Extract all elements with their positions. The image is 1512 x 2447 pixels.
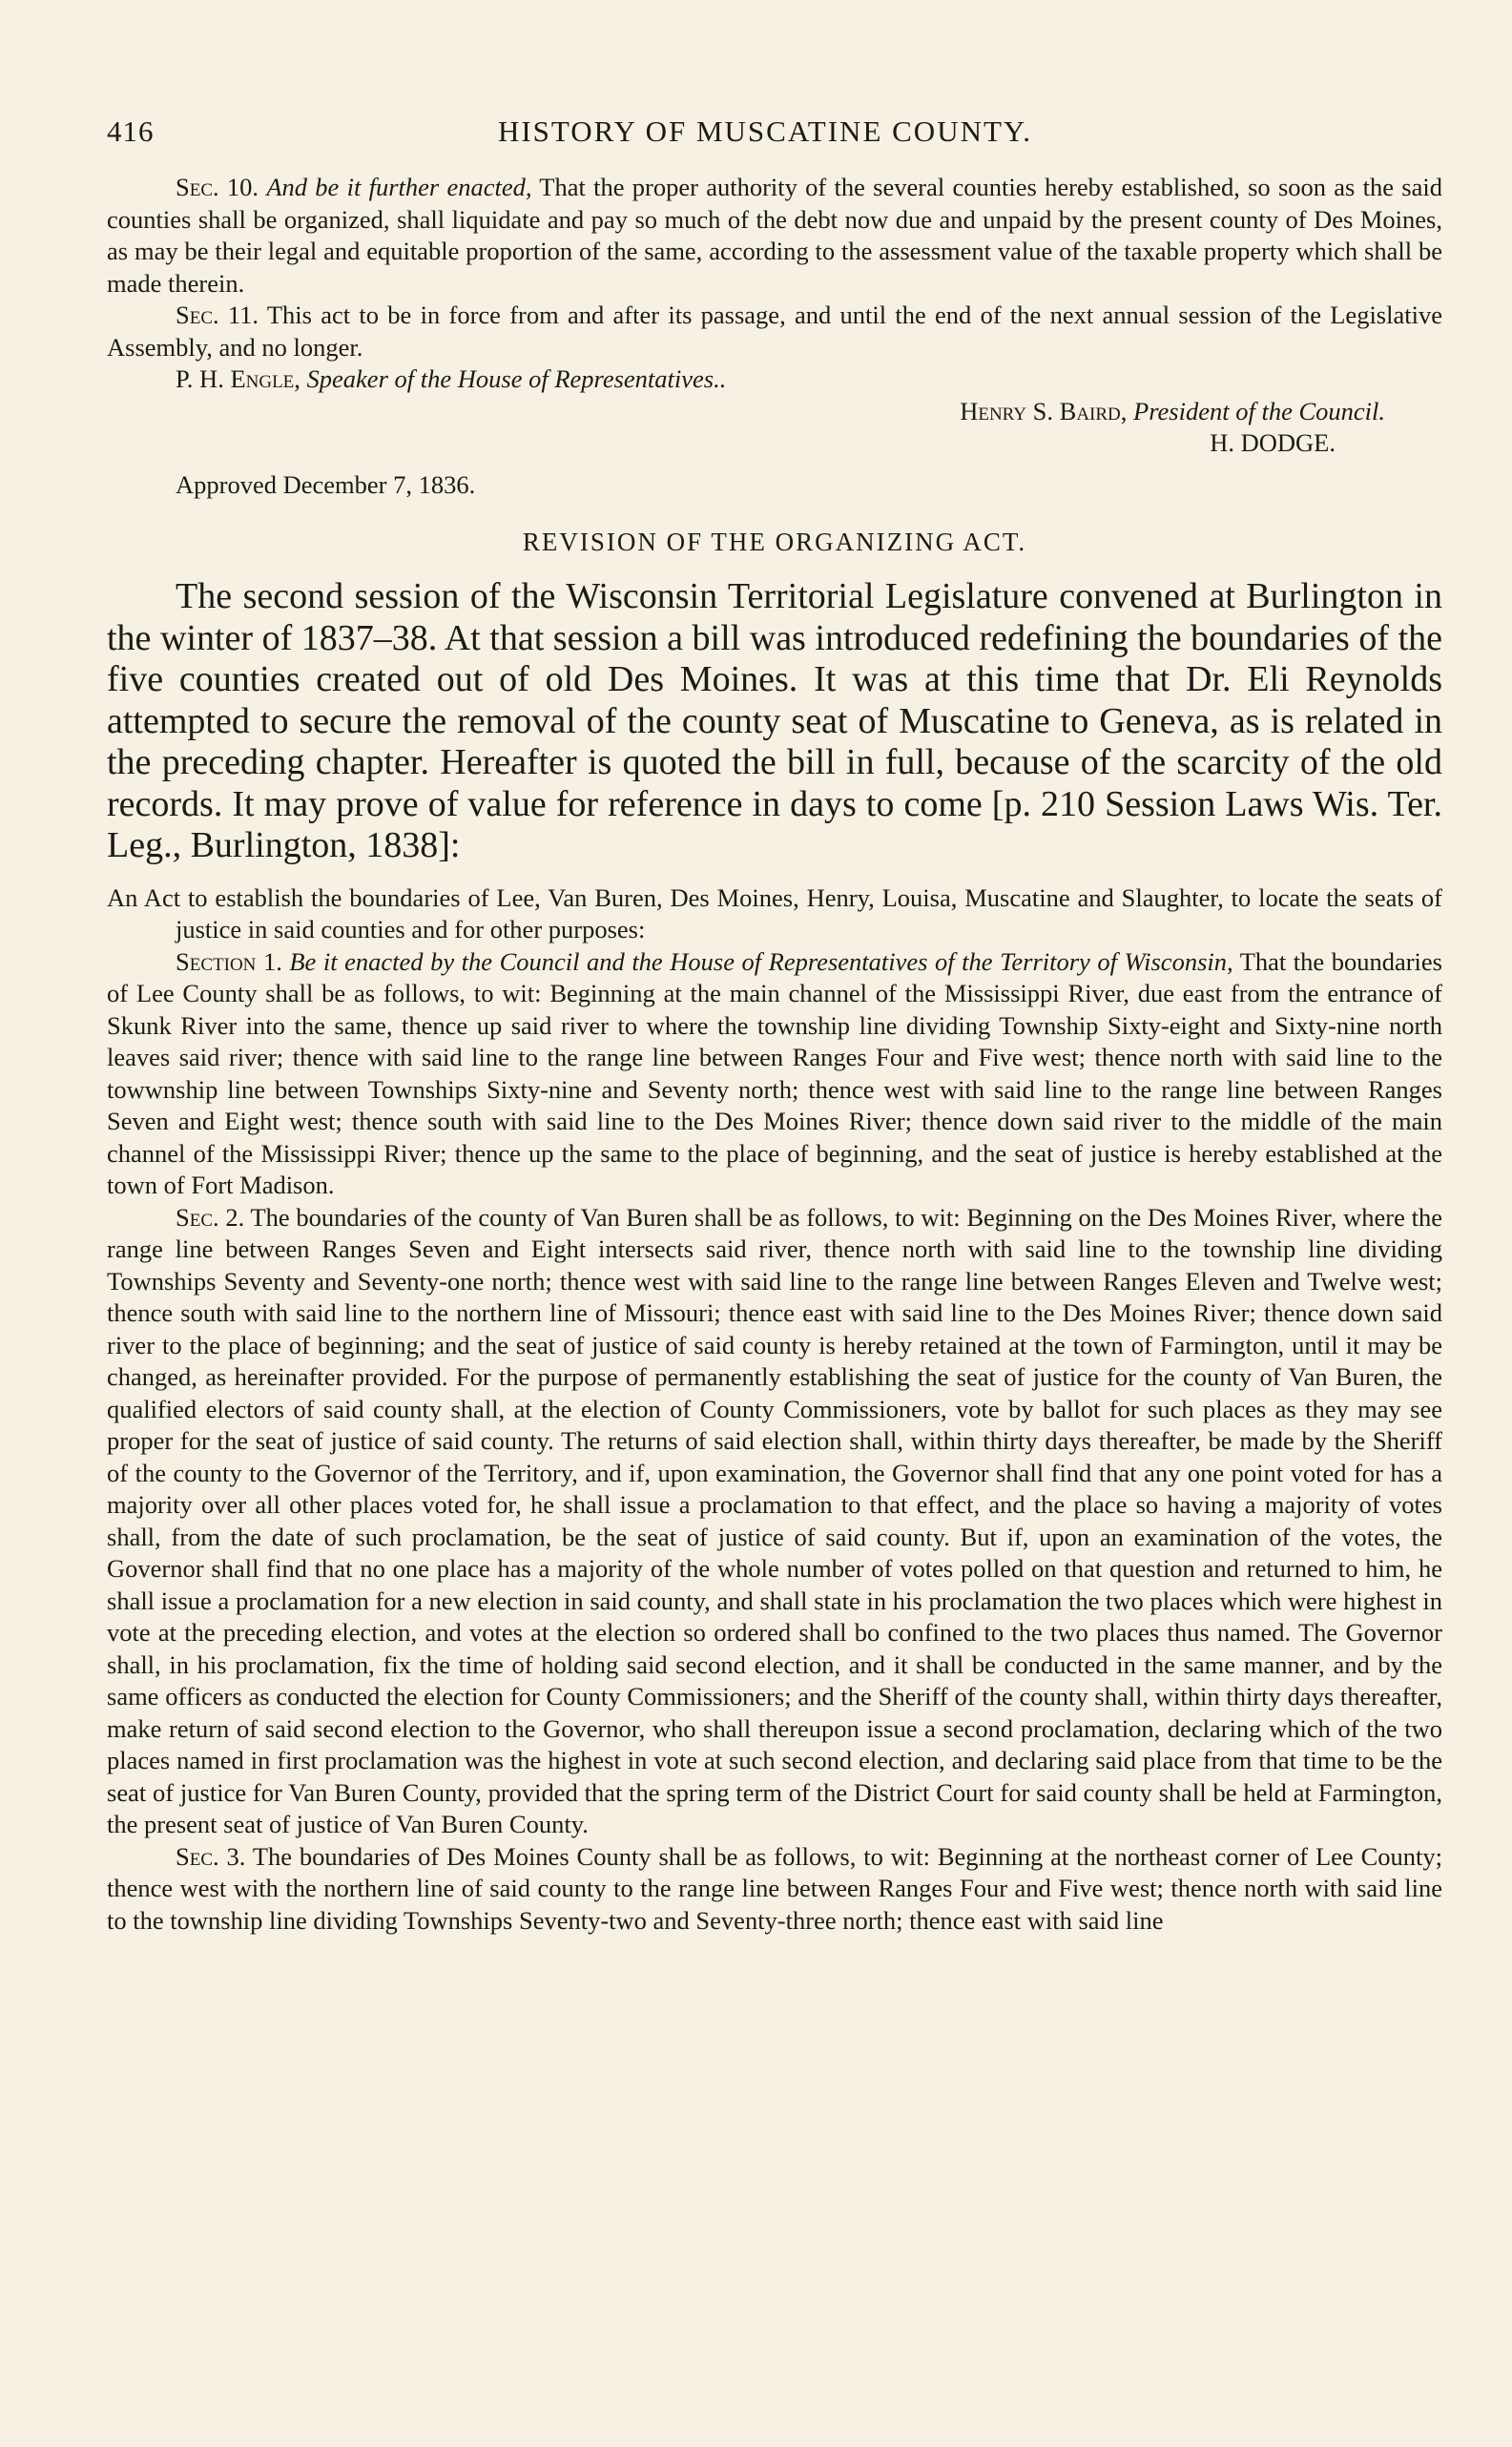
signature-engle <box>107 363 1442 396</box>
signer-title: President of the Council. <box>1133 396 1385 425</box>
section-1 <box>107 946 1442 1202</box>
section-label: Sec. 11. <box>176 301 259 329</box>
signer-title: Speaker of the House of Representatives.. <box>306 364 727 393</box>
signer-name: Henry S. Baird, <box>960 396 1128 425</box>
section-body: The boundaries of Des Moines County shall be as follows, to wit: Beginning at the northeast corner of Lee County; thence west with the northern line of said county to the range line between Ranges Four and Five west; thence north with said line to the township line dividing Townships Seventy-two and Seventy-three north; thence east with said line <box>107 1841 1442 1935</box>
section-2 <box>107 1202 1442 1841</box>
section-heading: REVISION OF THE ORGANIZING ACT. <box>522 528 1027 556</box>
act-1836-text <box>107 172 1442 501</box>
section-10 <box>107 172 1442 300</box>
enacting-phrase: And be it further enacted, <box>266 173 532 201</box>
running-title: HISTORY OF MUSCATINE COUNTY. <box>497 114 1033 148</box>
section-body: The boundaries of the county of Van Buren shall be as follows, to wit: Beginning on the Des Moines River, where the range line between Ranges Seven and Eight intersects said river, thence north with said line to the township line dividing Townships Seventy and Seventy-one north; thence west with said line to the range line between Ranges Eleven and Twelve west; thence south with said line to the northern line of Missouri; thence east with said line to the Des Moines River; thence down said river to the place of beginning; and the seat of justice of said county is hereby retained at the town of Farmington, until it may be changed, as hereinafter provided. For the purpose of permanently establishing the seat of justice for the county of Van Buren, the qualified electors of said county shall, at the election of County Commissioners, vote by ballot for such places as they may see proper for the seat of justice of said county. The returns of said election shall, within thirty days thereafter, be made by the Sheriff of the county to the Governor of the Territory, and if, upon examination, the Governor shall find that any one point voted for has a majority over all other places voted for, he shall issue a proclamation to that effect, and the place so having a majority of votes shall, from the date of such proclamation, be the seat of justice of said county. But if, upon an examination of the votes, the Governor shall find that no one place has a majority of the whole number of votes polled on that question and returned to him, he shall issue a proclamation for a new election in said county, and shall state in his proclamation the two places which were highest in vote at the preceding election, and votes at the election so ordered shall bo confined to the two places thus named. The Governor shall, in his proclamation, fix the time of holding said second election, and it shall be conducted in the same manner, and by the same officers as conducted the election for County Commissioners; and the Sheriff of the county shall, within thirty days thereafter, make return of said second election to the Governor, who shall thereupon issue a second proclamation, declaring which of the two places named in first proclamation was the highest in vote at such second election, and declaring said place from that time to be the seat of justice for Van Buren County, provided that the spring term of the District Court for said county shall be held at Farmington, the present seat of justice of Van Buren County. <box>107 1202 1442 1838</box>
signature-dodge: H. DODGE. <box>1210 428 1336 457</box>
intro-paragraph: The second session of the Wisconsin Territorial Legislature convened at Burlington in the winter of 1837–38. At that session a bill was introduced redefining the boundaries of the five counties created out of old Des Moines. It was at this time that Dr. Eli Reynolds attempted to secure the removal of the county seat of Muscatine to Geneva, as is related in the preceding chapter. Hereafter is quoted the bill in full, because of the scarcity of the old records. It may prove of value for reference in days to come [p. 210 Session Laws Wis. Ter. Leg., Burlington, 1838]: <box>107 576 1442 865</box>
section-label: Sec. 2. <box>176 1202 245 1232</box>
act-1838-text <box>107 882 1442 1938</box>
approval-date: Approved December 7, 1836. <box>176 469 476 499</box>
section-label: Section 1. <box>176 946 282 976</box>
signature-baird <box>107 396 1442 428</box>
section-body: That the boundaries of Lee County shall be as follows, to wit: Beginning at the main channel of the Mississippi River, due east from the entrance of Skunk River into the same, thence up said river to where the township line dividing Township Sixty-eight and Sixty-nine north leaves said river; thence with said line to the range line between Ranges Four and Five west; thence north with said line to the towwnship line between Townships Sixty-nine and Seventy north; thence west with said line to the range line between Ranges Seven and Eight west; thence south with said line to the Des Moines River; thence down said river to the middle of the main channel of the Mississippi River; thence up the same to the place of beginning, and the seat of justice is hereby established at the town of Fort Madison. <box>107 946 1442 1199</box>
section-body: That the proper authority of the several counties hereby established, so soon as the said counties shall be organized, shall liquidate and pay so much of the debt now due and unpaid by the present county of Des Moines, as may be their legal and equitable proportion of the same, according to the assessment value of the taxable property which shall be made therein. <box>107 173 1442 298</box>
enacting-phrase: Be it enacted by the Council and the House of Representatives of the Territory of Wisconsin, <box>289 946 1233 976</box>
page-header <box>107 114 1442 172</box>
section-label: Sec. 10. <box>176 173 259 201</box>
section-label: Sec. 3. <box>176 1841 246 1871</box>
section-body: This act to be in force from and after its passage, and until the end of the next annual session of the Legislative Assembly, and no longer. <box>107 301 1442 362</box>
page-number: 416 <box>107 114 155 148</box>
section-11 <box>107 300 1442 363</box>
section-3 <box>107 1841 1442 1938</box>
book-page <box>107 114 1442 1937</box>
act-title: An Act to establish the boundaries of Lee, Van Buren, Des Moines, Henry, Louisa, Muscatine and Slaughter, to locate the seats of justice in said counties and for other purposes: <box>107 882 1442 944</box>
signer-name: P. H. Engle, <box>176 364 300 393</box>
